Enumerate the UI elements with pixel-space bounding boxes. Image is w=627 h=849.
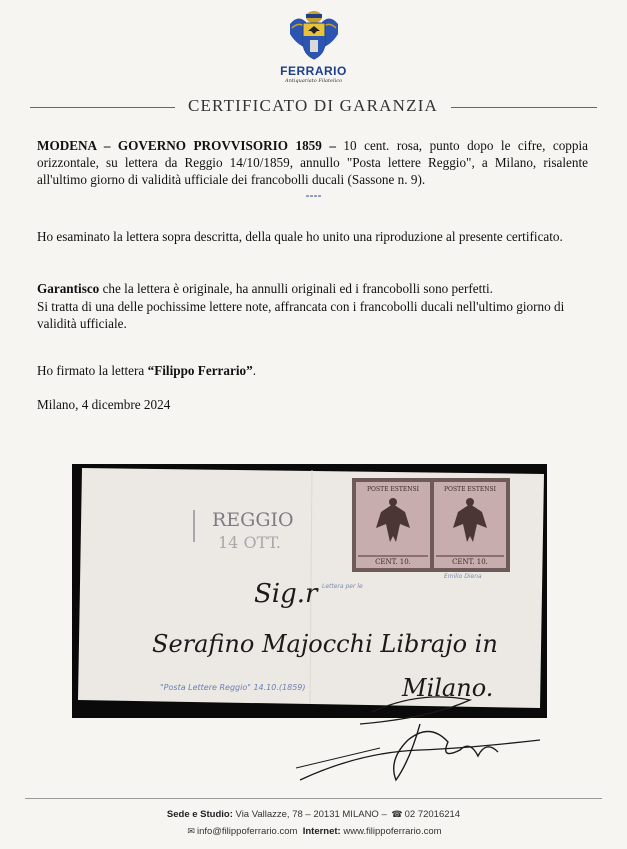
studio-label: Sede e Studio: — [166, 809, 233, 820]
phone-number: 02 72016214 — [404, 809, 461, 820]
svg-text:POSTE ESTENSI: POSTE ESTENSI — [367, 486, 419, 493]
signed-text: Ho firmato la lettera — [37, 363, 148, 378]
description-heading: MODENA – GOVERNO PROVVISORIO 1859 – — [37, 138, 336, 153]
expert-note: Emilio Diena — [444, 573, 482, 580]
brand-tagline: Antiquariato Filatelico — [284, 78, 343, 84]
separator: ---- — [305, 188, 322, 202]
website-link[interactable]: www.filippoferrario.com — [340, 826, 442, 837]
svg-text:REGGIO: REGGIO — [212, 509, 294, 531]
phone-icon: ☎ — [391, 809, 403, 819]
address-line3: Milano. — [402, 674, 494, 702]
brand-name: FERRARIO — [280, 64, 347, 78]
svg-text:POSTE ESTENSI: POSTE ESTENSI — [444, 486, 496, 493]
pencil-note: "Posta Lettere Reggio" 14.10.(1859) — [160, 683, 306, 692]
internet-label: Internet: — [302, 826, 341, 837]
svg-text:CENT. 10.: CENT. 10. — [452, 558, 488, 566]
svg-text:CENT. 10.: CENT. 10. — [375, 558, 411, 566]
examination-paragraph: Ho esaminato la lettera sopra descritta, della quale ho unito una riproduzione al presente certificato. — [37, 229, 563, 244]
page-title: CERTIFICATO DI GARANZIA — [187, 96, 439, 115]
signed-name: “Filippo Ferrario” — [147, 363, 253, 378]
address-line2: Serafino Majocchi Librajo in — [152, 630, 498, 658]
footer-contacts — [0, 826, 627, 837]
email-address[interactable]: info@filippoferrario.com — [196, 826, 298, 837]
svg-text:14 OTT.: 14 OTT. — [218, 533, 281, 552]
email-icon: ✉ — [187, 826, 195, 836]
svg-text:Lettera per le: Lettera per le — [322, 583, 363, 590]
signed-end: . — [252, 363, 257, 378]
studio-address: Via Vallazze, 78 – 20131 MILANO – — [232, 809, 390, 820]
place-date: Milano, 4 dicembre 2024 — [37, 397, 171, 412]
guarantee-text: che la lettera è originale, ha annulli originali ed i francobolli sono perfetti. — [99, 281, 493, 296]
address-line1: Sig.r — [254, 579, 318, 609]
guarantee-keyword: Garantisco — [37, 281, 100, 296]
footer-rule — [25, 798, 602, 799]
footer-address — [0, 809, 627, 820]
rarity-paragraph: Si tratta di una delle pochissime lettere note, affrancata con i francobolli ducali nell'ultimo giorno di validità ufficiale. — [37, 299, 565, 331]
description-text: 10 cent. rosa, punto dopo le cifre, coppia orizzontale, su lettera da Reggio 14/10/1859, annullo "Posta lettere Reggio", a Milano, risalente all'ultimo giorno di validità ufficiale dei francobolli ducali (Sassone n. 9). — [37, 138, 589, 187]
